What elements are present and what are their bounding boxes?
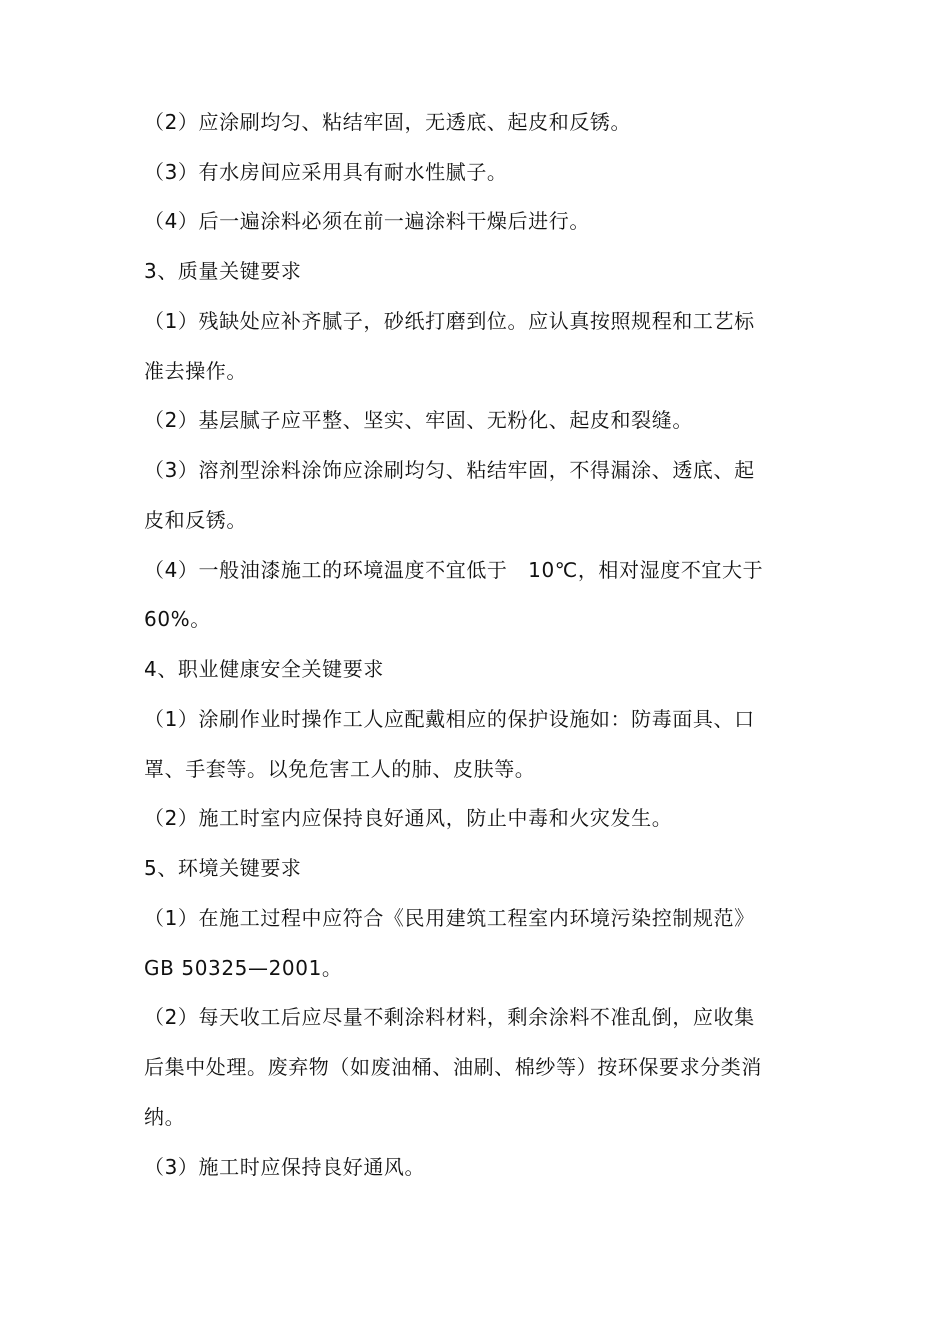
paragraph-line: （4）一般油漆施工的环境温度不宜低于 10℃，相对湿度不宜大于 (144, 558, 764, 582)
paragraph-line: （1）涂刷作业时操作工人应配戴相应的保护设施如：防毒面具、口 (144, 707, 755, 731)
paragraph-line: 罩、手套等。以免危害工人的肺、皮肤等。 (144, 757, 536, 781)
paragraph-line: 准去操作。 (144, 359, 247, 383)
paragraph-line: （2）施工时室内应保持良好通风，防止中毒和火灾发生。 (144, 806, 673, 830)
paragraph-line: （3）有水房间应采用具有耐水性腻子。 (144, 160, 508, 184)
section-heading: 3、质量关键要求 (144, 259, 302, 283)
paragraph-line: （2）基层腻子应平整、坚实、牢固、无粉化、起皮和裂缝。 (144, 408, 693, 432)
paragraph-line: 纳。 (144, 1105, 186, 1129)
paragraph-line: （2）每天收工后应尽量不剩涂料材料，剩余涂料不准乱倒，应收集 (144, 1005, 755, 1029)
paragraph-line: （3）溶剂型涂料涂饰应涂刷均匀、粘结牢固，不得漏涂、透底、起 (144, 458, 755, 482)
paragraph-line: （1）残缺处应补齐腻子，砂纸打磨到位。应认真按照规程和工艺标 (144, 309, 755, 333)
section-heading: 4、职业健康安全关键要求 (144, 657, 384, 681)
paragraph-line: GB 50325—2001。 (144, 956, 343, 980)
paragraph-line: 皮和反锈。 (144, 508, 247, 532)
section-heading: 5、环境关键要求 (144, 856, 302, 880)
paragraph-line: 60%。 (144, 607, 211, 631)
paragraph-line: （3）施工时应保持良好通风。 (144, 1155, 426, 1179)
paragraph-line: 后集中处理。废弃物（如废油桶、油刷、棉纱等）按环保要求分类消 (144, 1055, 762, 1079)
paragraph-line: （4）后一遍涂料必须在前一遍涂料干燥后进行。 (144, 209, 590, 233)
paragraph-line: （1）在施工过程中应符合《民用建筑工程室内环境污染控制规范》 (144, 906, 755, 930)
paragraph-line: （2）应涂刷均匀、粘结牢固，无透底、起皮和反锈。 (144, 110, 632, 134)
